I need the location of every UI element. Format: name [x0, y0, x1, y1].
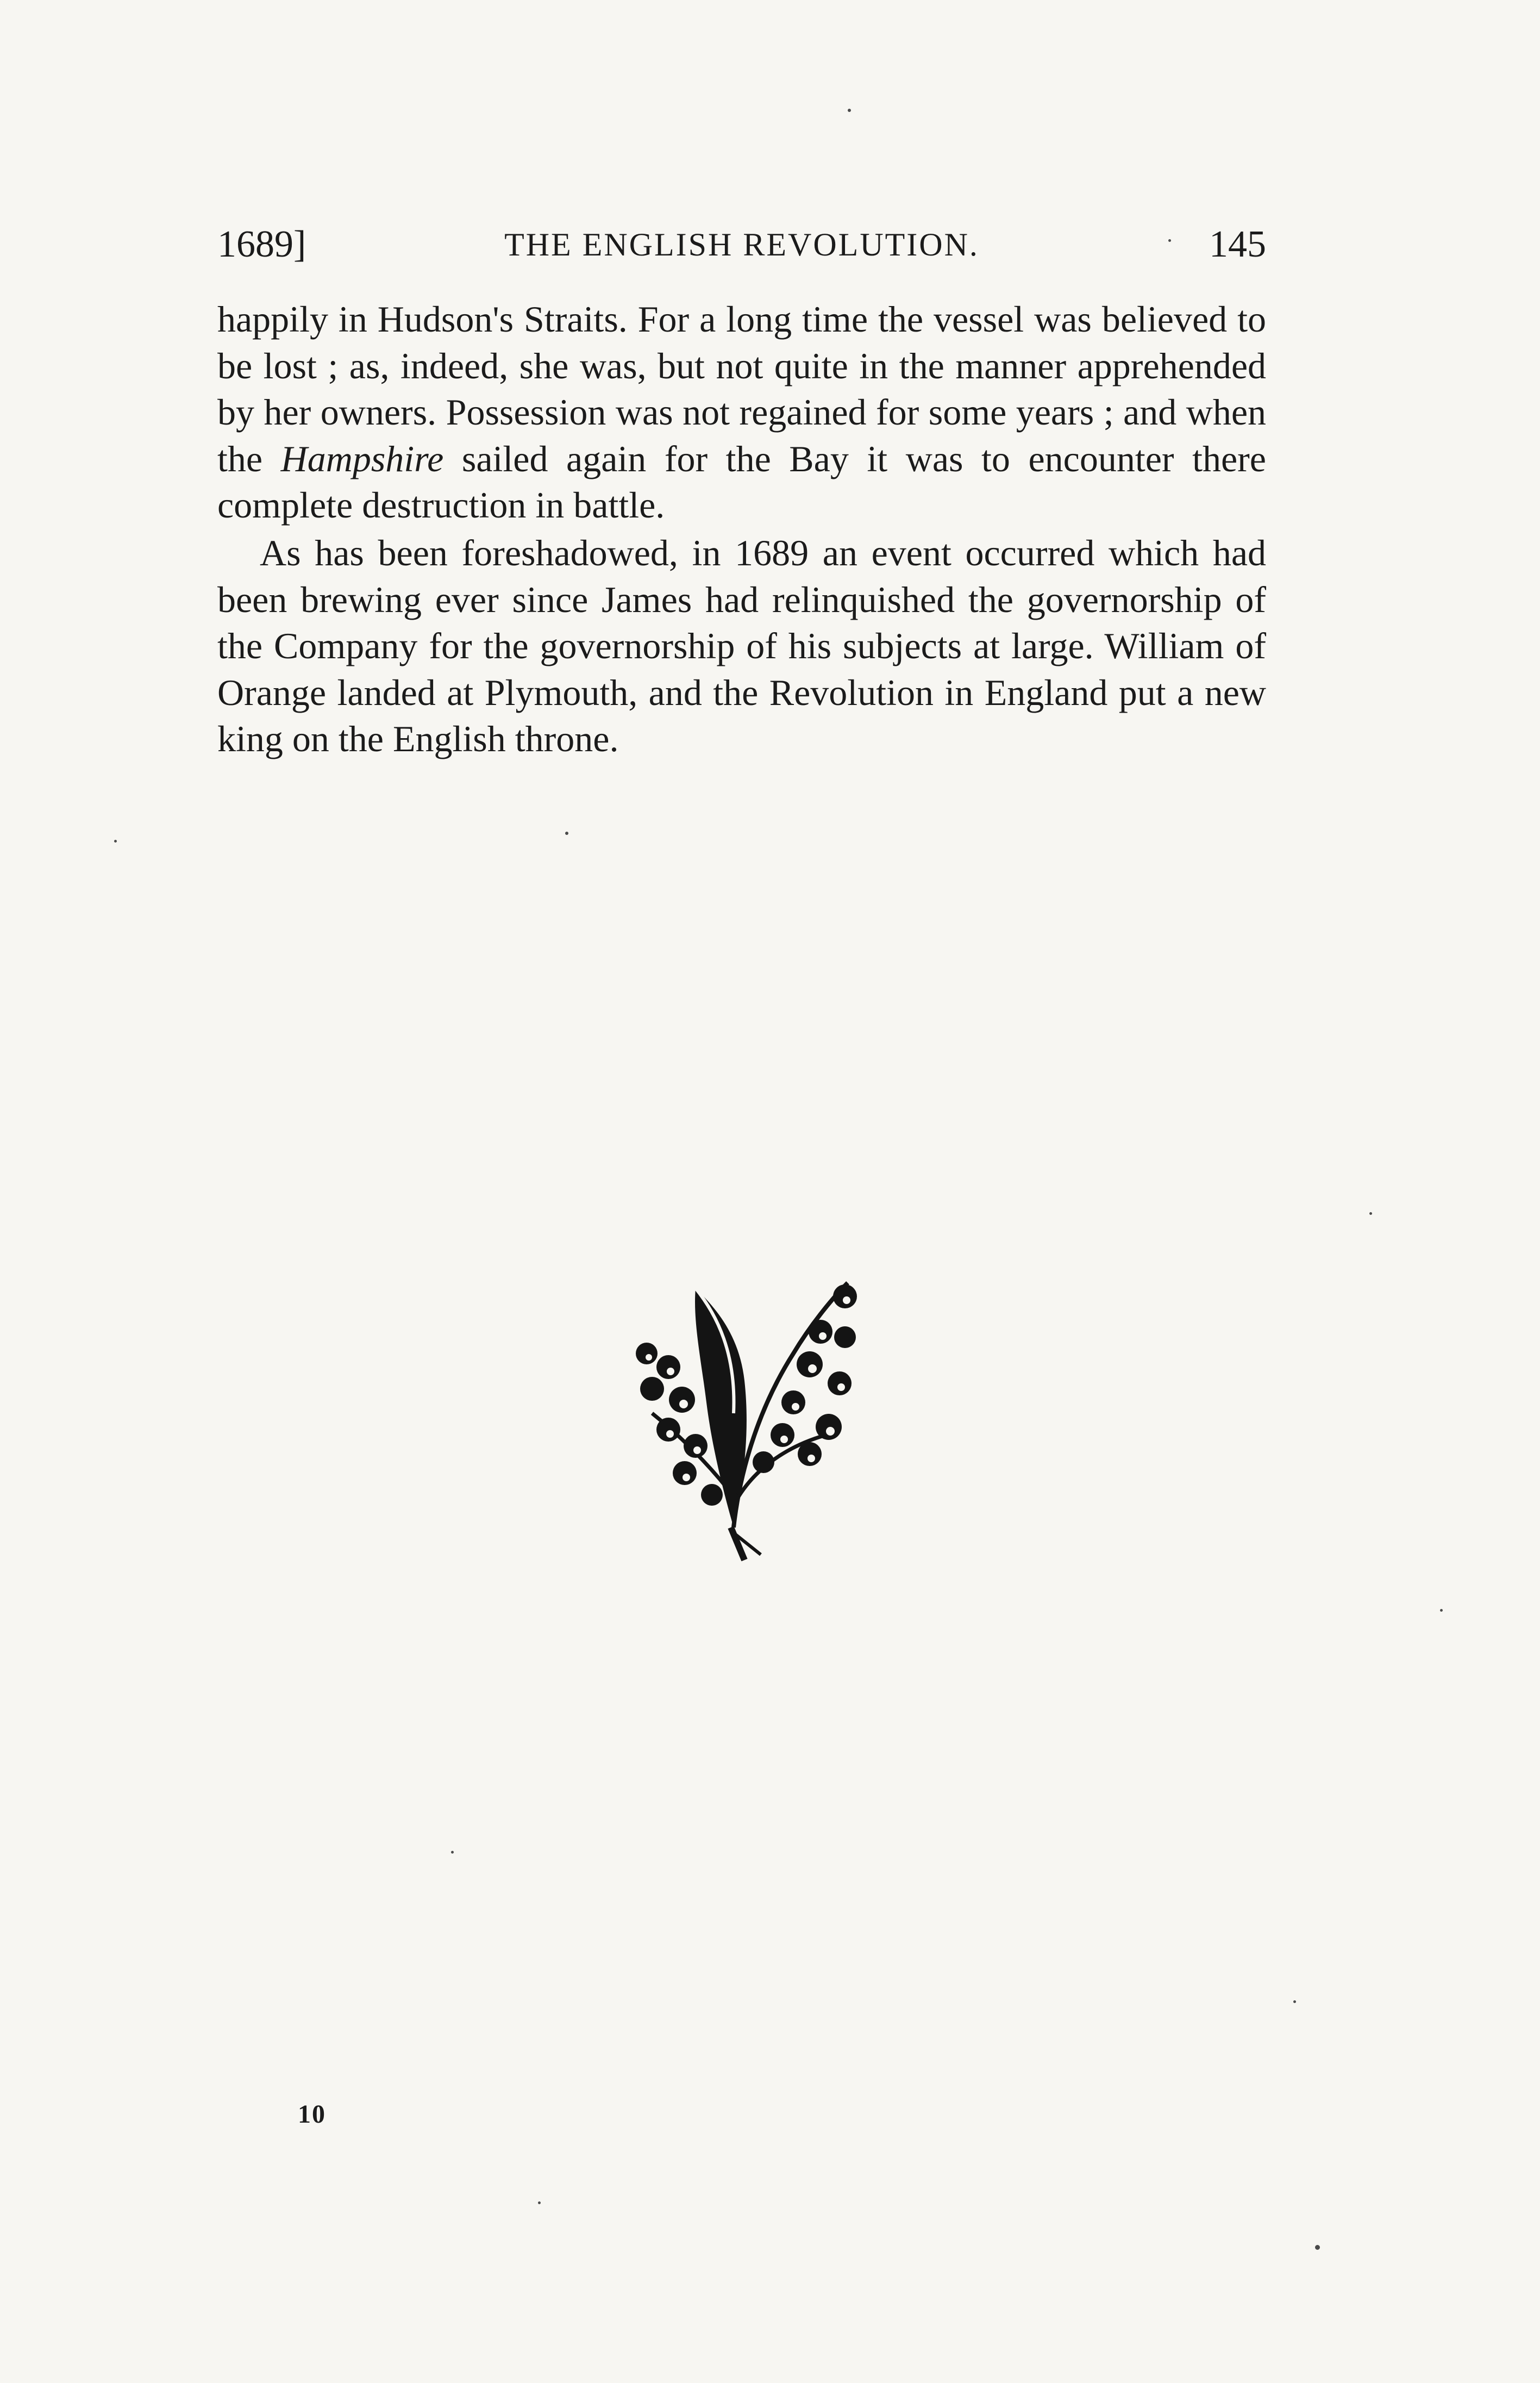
scan-speck — [1369, 1212, 1372, 1215]
body-text — [217, 296, 1266, 763]
paragraph-1-text-after: sailed again for the Bay it was to encounter there complete destruction in battle. — [217, 438, 1266, 526]
running-head-title: THE ENGLISH REVOLUTION. — [504, 227, 979, 263]
running-head-year: 1689] — [217, 223, 306, 265]
scan-speck — [114, 840, 117, 843]
scan-speck — [451, 1851, 454, 1854]
paragraph-1 — [217, 296, 1266, 529]
ship-name-italic: Hampshire — [280, 438, 444, 479]
scan-speck — [848, 109, 851, 112]
scan-speck — [1168, 239, 1171, 242]
lily-of-the-valley-spray-icon — [630, 1272, 875, 1565]
scan-speck — [1293, 2000, 1296, 2003]
running-head — [217, 220, 1266, 269]
page-number: 145 — [1209, 223, 1266, 265]
scan-speck — [538, 2201, 541, 2204]
signature-mark: 10 — [298, 2100, 326, 2129]
scan-speck — [565, 832, 568, 835]
scan-speck — [1315, 2245, 1320, 2250]
paragraph-1-text-before: happily in Hudson's Straits. For a long time the vessel was believed to be lost ; as, indeed, she was, but not quite in the manner apprehended by her owners. Possession was not regained for some years ; and when the — [217, 298, 1266, 479]
paragraph-2: As has been foreshadowed, in 1689 an event occurred which had been brewing ever since James had relinquished the governorship of the Company for the governorship of his subjects at large. William of Orange landed at Plymouth, and the Revolution in England put a new king on the English throne. — [217, 532, 1266, 760]
scan-speck — [1440, 1609, 1443, 1612]
